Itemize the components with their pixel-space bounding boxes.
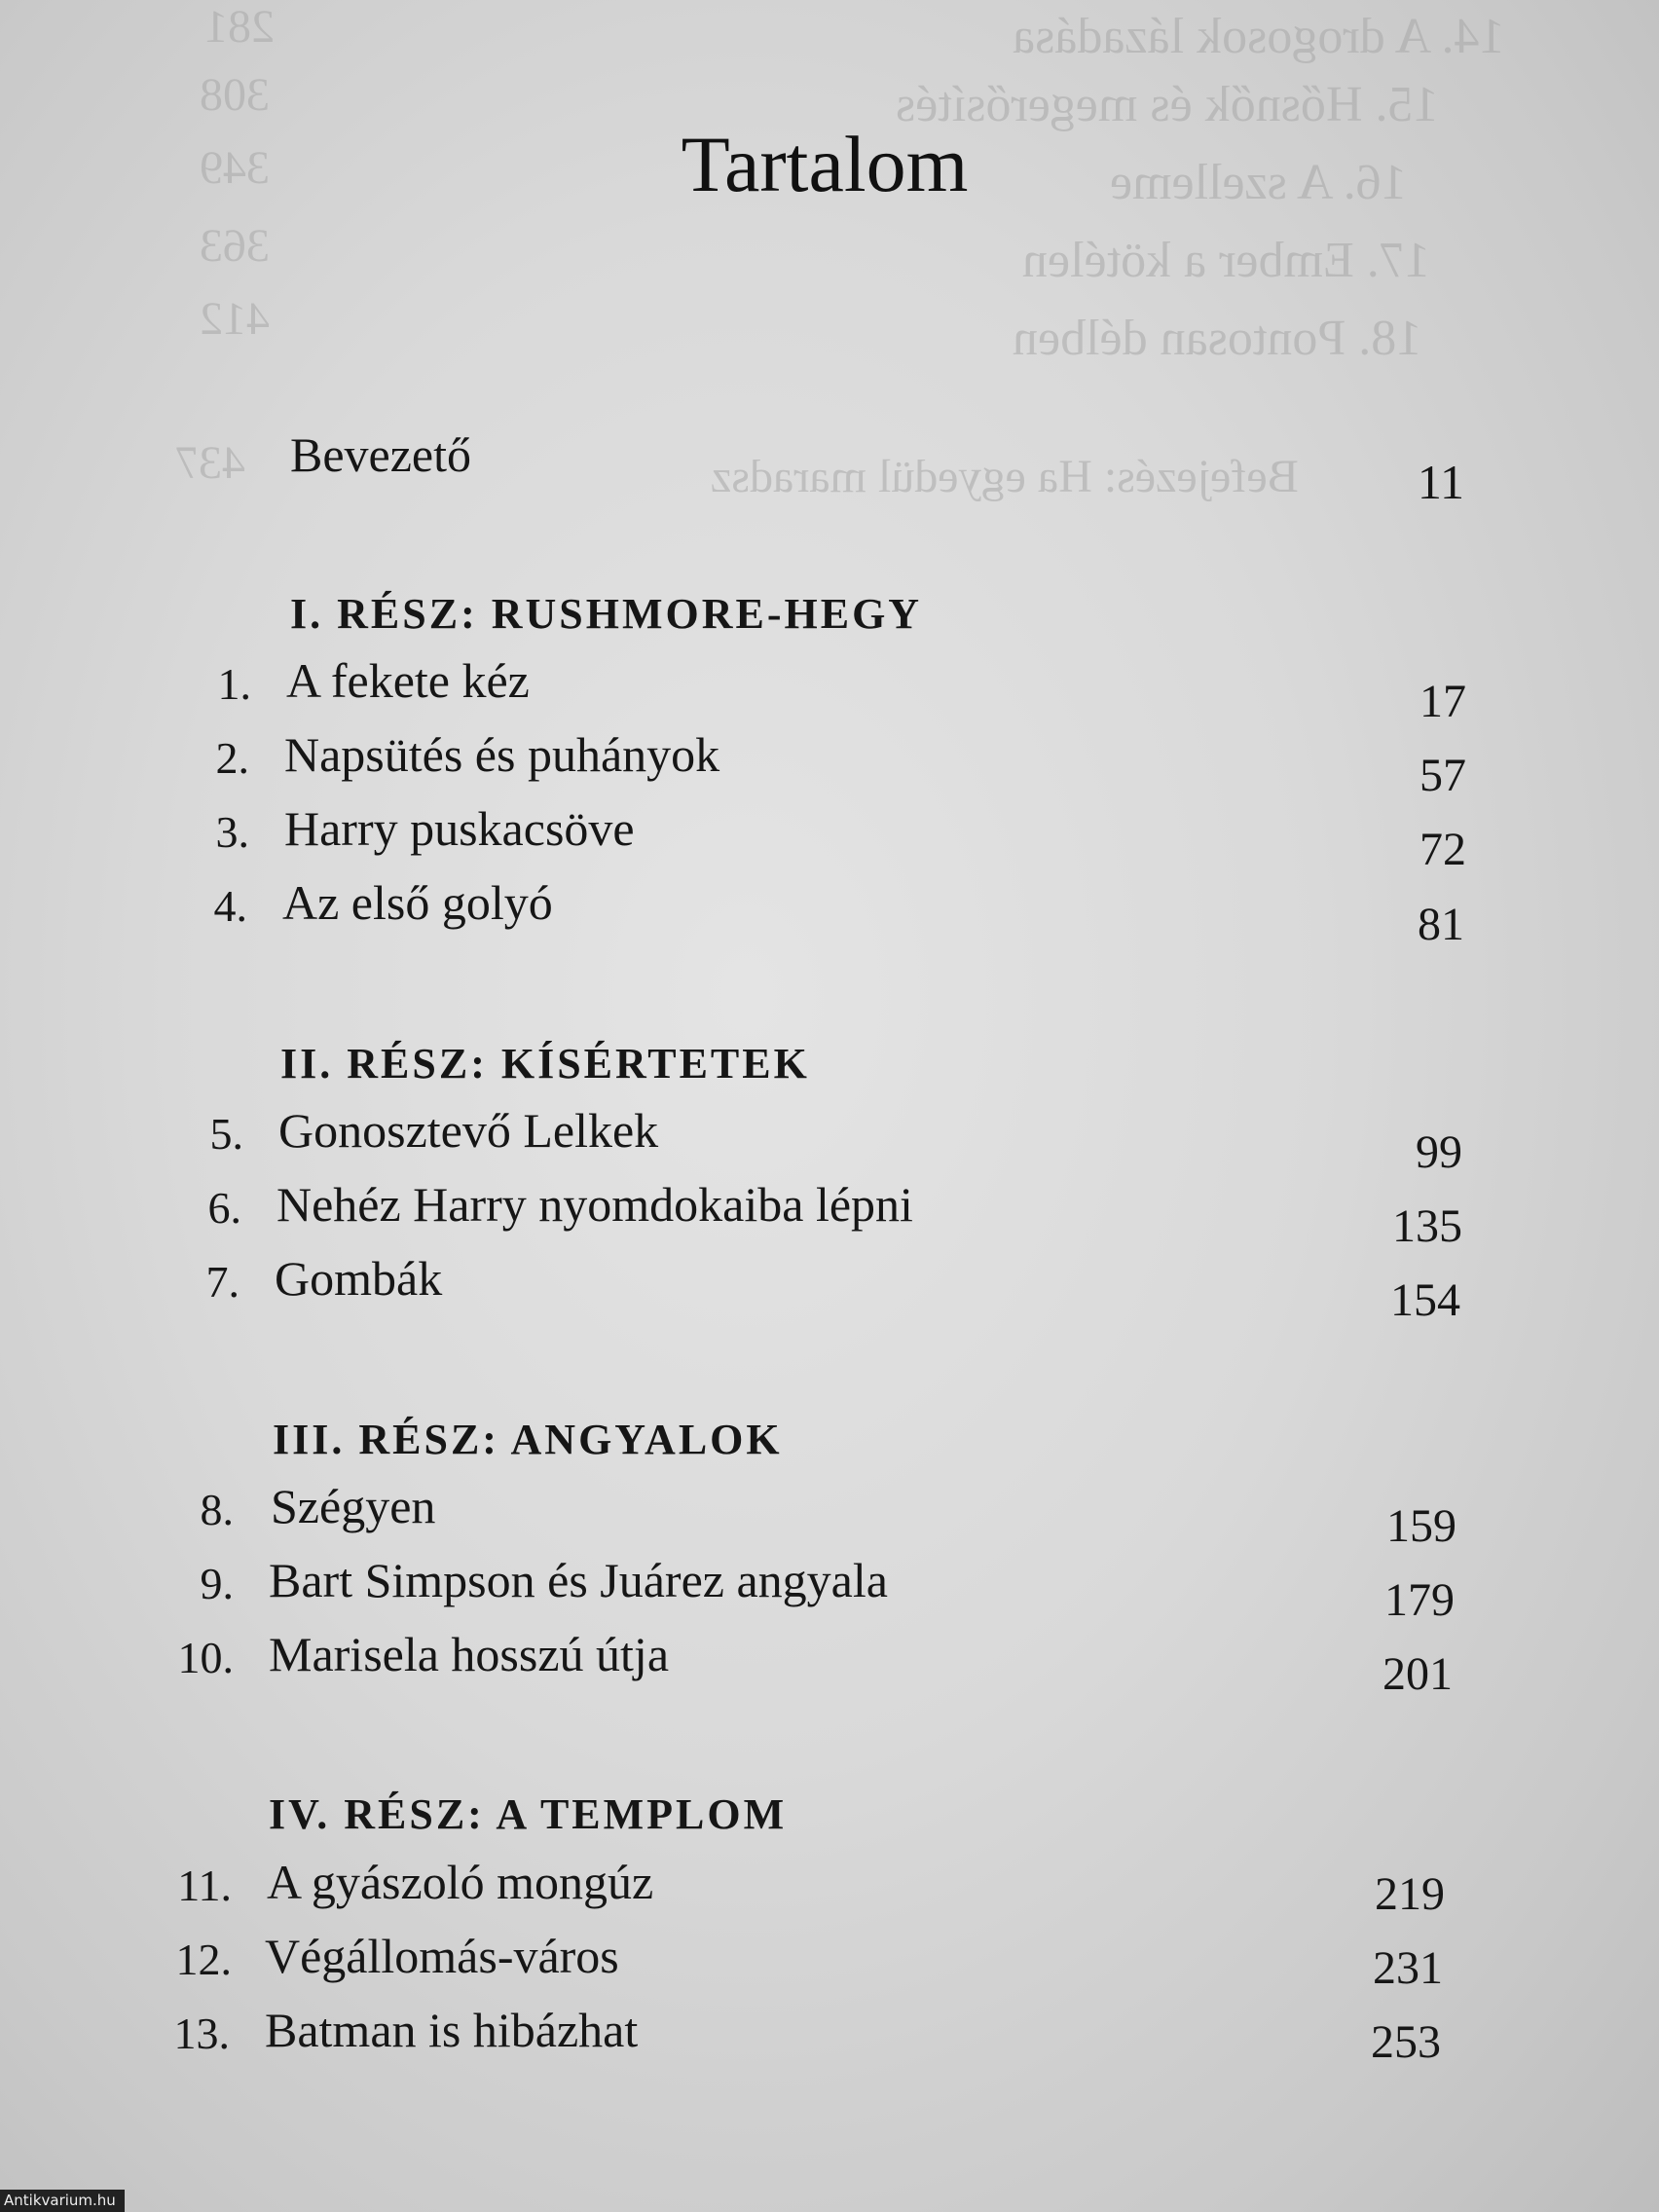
- chapter-title: A gyászoló mongúz: [267, 1855, 654, 1909]
- chapter-number: 13.: [173, 2009, 230, 2058]
- chapter-page-number: 81: [1418, 899, 1464, 950]
- chapter-number: 12.: [175, 1935, 232, 1984]
- chapter-page-number: 231: [1373, 1942, 1443, 1994]
- chapter-title: Batman is hibázhat: [265, 2003, 639, 2057]
- intro-label: Bevezető: [290, 427, 472, 482]
- chapter-page-number: 253: [1371, 2016, 1441, 2068]
- part-heading: III. RÉSZ: ANGYALOK: [273, 1416, 783, 1463]
- bleed-line-2: 15. Hősnők és megerősítés: [896, 77, 1439, 132]
- bleed-line-1: 14. A drogosok lázadása: [1013, 9, 1505, 64]
- part-heading: IV. RÉSZ: A TEMPLOM: [269, 1790, 788, 1838]
- chapter-page-number: 219: [1375, 1868, 1445, 1920]
- bleed-line-5: 18. Pontosan délben: [1013, 311, 1422, 366]
- chapter-page-number: 135: [1392, 1200, 1462, 1252]
- chapter-number: 8.: [200, 1485, 234, 1534]
- chapter-number: 2.: [215, 733, 249, 783]
- chapter-page-number: 201: [1382, 1648, 1453, 1700]
- bleed-line-3: 16. A szelleme: [1110, 155, 1407, 210]
- bleed-page-1: 281: [204, 1, 275, 53]
- chapter-page-number: 17: [1419, 676, 1466, 727]
- chapter-page-number: 99: [1416, 1126, 1462, 1178]
- chapter-title: Gonosztevő Lelkek: [278, 1103, 659, 1158]
- chapter-title: Marisela hosszú útja: [269, 1627, 670, 1681]
- bleed-closing-page: 437: [175, 437, 245, 489]
- bleed-line-4: 17. Ember a kötélen: [1022, 233, 1430, 288]
- toc-title: Tartalom: [681, 120, 969, 208]
- chapter-page-number: 179: [1384, 1574, 1455, 1626]
- chapter-page-number: 159: [1386, 1500, 1456, 1552]
- part-heading: I. RÉSZ: RUSHMORE-HEGY: [290, 590, 923, 638]
- bleed-page-5: 412: [200, 293, 270, 345]
- chapter-title: Harry puskacsöve: [284, 801, 635, 856]
- chapter-title: Nehéz Harry nyomdokaiba lépni: [276, 1177, 913, 1232]
- chapter-title: Szégyen: [271, 1479, 436, 1533]
- part-heading: II. RÉSZ: KÍSÉRTETEK: [280, 1040, 810, 1088]
- intro-page-number: 11: [1417, 455, 1464, 509]
- chapter-number: 7.: [205, 1257, 240, 1307]
- bleed-page-2: 308: [200, 69, 270, 121]
- chapter-number: 10.: [177, 1633, 234, 1682]
- chapter-number: 5.: [209, 1109, 243, 1159]
- bleed-page-3: 349: [200, 142, 270, 194]
- chapter-number: 1.: [217, 659, 251, 709]
- watermark: Antikvarium.hu: [0, 2190, 125, 2212]
- chapter-number: 4.: [213, 881, 247, 931]
- chapter-page-number: 154: [1390, 1274, 1460, 1326]
- chapter-page-number: 57: [1419, 750, 1466, 801]
- chapter-number: 6.: [207, 1183, 241, 1233]
- bleed-closing: Befejezés: Ha egyedül maradsz: [711, 451, 1299, 502]
- chapter-number: 9.: [200, 1559, 234, 1608]
- chapter-title: Bart Simpson és Juárez angyala: [269, 1553, 888, 1607]
- chapter-title: Az első golyó: [282, 875, 553, 930]
- chapter-title: A fekete kéz: [286, 653, 530, 708]
- chapter-number: 3.: [215, 807, 249, 857]
- chapter-title: Végállomás-város: [265, 1929, 619, 1983]
- bleed-page-4: 363: [200, 220, 270, 272]
- chapter-title: Gombák: [275, 1251, 443, 1306]
- chapter-page-number: 72: [1419, 824, 1466, 875]
- chapter-title: Napsütés és puhányok: [284, 727, 720, 782]
- chapter-number: 11.: [177, 1861, 232, 1910]
